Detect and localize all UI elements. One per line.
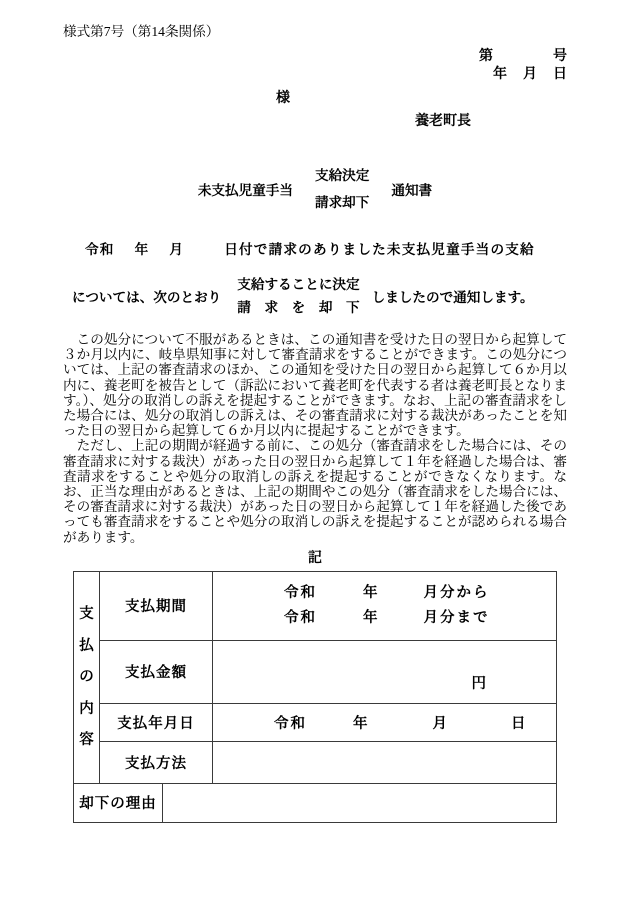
title-right: 通知書 — [391, 183, 433, 198]
notice-option-approve: 支給することに決定 — [237, 277, 360, 292]
appeal-paragraph-2: ただし、上記の期間が経過する前に、この処分（審査請求をした場合には、その審査請求に対する裁決）があった日の翌日から起算して１年を経過した場合は、審査請求をすることや処分の取消しの訴えを提起することができなくなります。なお、正当な理由があるときは、上記の期間やこの処分（審査請求をした場合には、その審査請求に対する裁決）があった日の翌日から起算して１年を経過した後であっても審査請求をすることや処分の取消しの訴えを提起することが認められる場合があります。 — [63, 438, 567, 545]
date-day-label: 日 — [553, 67, 567, 82]
document-number-line — [63, 50, 567, 64]
notice-option-reject: 請 求 を 却 下 — [237, 300, 360, 315]
vertical-header-char: 払 — [79, 637, 94, 654]
notice-month-label: 月 — [169, 242, 185, 257]
period-from-year-label: 年 — [363, 584, 380, 601]
payment-amount-value — [213, 640, 556, 703]
notice-year-label: 年 — [134, 242, 150, 257]
appeal-instructions — [63, 332, 567, 545]
payment-period-from-line — [284, 581, 556, 606]
paydate-year-label: 年 — [353, 715, 370, 732]
period-to-era: 令和 — [284, 609, 317, 626]
appeal-paragraph-1: この処分について不服があるときは、この通知書を受けた日の翌日から起算して３か月以内に、岐阜県知事に対して審査請求をすることができます。この処分については、上記の審査請求のほか、この通知を受けた日の翌日から起算して６か月以内に、養老町を被告として（訴訟において養老町を代表する者は養老町長となります。）、処分の取消しの訴えを提起することができます。なお、上記の審査請求をした場合には、処分の取消しの訴えは、その審査請求に対する裁決があったことを知った日の翌日から起算して６か月以内に提起することができます。 — [63, 332, 567, 439]
paydate-era: 令和 — [274, 715, 307, 732]
addressee-honorific: 様 — [276, 91, 290, 106]
rejection-reason-value — [163, 784, 556, 822]
notice-line-1 — [63, 243, 567, 257]
rejection-reason-label: 却下の理由 — [74, 784, 163, 822]
title-option-approve: 支給決定 — [315, 168, 370, 183]
period-to-year-label: 年 — [363, 609, 380, 626]
payment-amount-label: 支払金額 — [100, 640, 213, 703]
notice-option-stack — [237, 273, 359, 319]
notice-line-2 — [72, 273, 567, 319]
payment-amount-unit: 円 — [471, 675, 488, 692]
sender-name: 養老町長 — [415, 114, 471, 129]
rejection-reason-row — [74, 783, 556, 822]
paydate-month-label: 月 — [432, 715, 449, 732]
paydate-day-label: 日 — [511, 715, 528, 732]
document-title — [63, 162, 567, 216]
record-marker: 記 — [308, 550, 322, 566]
payment-details-table — [73, 571, 557, 823]
payment-details-main-grid — [74, 572, 556, 783]
payment-date-value — [213, 703, 556, 741]
notice-line2-suffix: しましたので通知します。 — [371, 290, 534, 305]
title-option-reject: 請求却下 — [315, 195, 370, 210]
document-date-line — [63, 68, 567, 82]
payment-period-to-line — [284, 606, 556, 631]
doc-number-prefix: 第 — [479, 49, 493, 64]
period-to-month-label: 月分まで — [423, 609, 490, 626]
title-option-stack — [315, 162, 369, 216]
vertical-header-char: の — [79, 669, 94, 686]
period-from-era: 令和 — [284, 584, 317, 601]
payment-period-value — [213, 572, 556, 640]
form-number: 様式第7号（第14条関係） — [63, 24, 220, 39]
vertical-header-char: 支 — [79, 606, 94, 623]
notice-line2-prefix: については、次のとおり — [72, 290, 222, 305]
vertical-header-payment-contents — [74, 572, 100, 783]
notice-line1-text: 日付で請求のありました未支払児童手当の支給 — [224, 242, 535, 257]
date-month-label: 月 — [523, 67, 537, 82]
payment-method-label: 支払方法 — [100, 741, 213, 783]
payment-date-label: 支払年月日 — [100, 703, 213, 741]
vertical-header-char: 容 — [79, 732, 94, 749]
vertical-header-char: 内 — [79, 700, 94, 717]
period-from-month-label: 月分から — [423, 584, 490, 601]
payment-method-value — [213, 741, 556, 783]
doc-number-suffix: 号 — [553, 49, 567, 64]
notice-era: 令和 — [85, 242, 115, 257]
date-year-label: 年 — [493, 67, 507, 82]
payment-period-label: 支払期間 — [100, 572, 213, 640]
title-left: 未支払児童手当 — [197, 183, 293, 198]
